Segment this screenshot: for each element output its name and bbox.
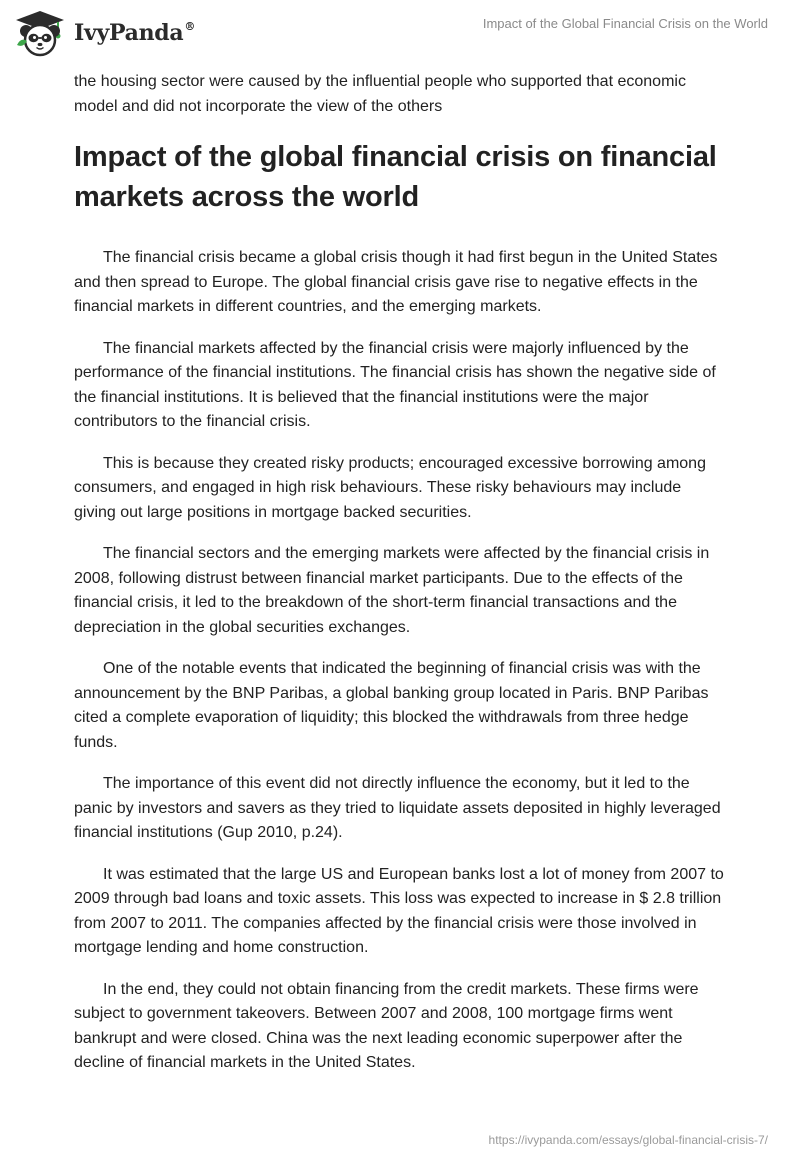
essay-content [74,70,726,1093]
brand-name: IvyPanda® [74,20,196,46]
paragraph: In the end, they could not obtain financing from the credit markets. These firms were subject to government takeovers. Between 2007 and 2008, 100 mortgage firms went bankrupt and were closed. China was the next leading economic superpower after the decline of financial markets in the United States. [74,980,699,1071]
paragraph: The financial sectors and the emerging markets were affected by the financial crisis in 2008, following distrust between financial market participants. Due to the effects of the financial crisis, it led to the breakdown of the short-term financial transactions and the depreciation in the global securities exchanges. [74,545,710,636]
paragraph: The financial markets affected by the financial crisis were majorly influenced by the performance of the financial institutions. The financial crisis has shown the negative side of the financial institutions. It is believed that the financial institutions were the major contributors to the financial crisis. [74,339,716,430]
lead-text: the housing sector were caused by the influential people who supported that economic model and did not incorporate the view of the others [74,73,686,115]
source-url[interactable]: https://ivypanda.com/essays/global-financial-crisis-7/ [488,1133,768,1147]
page-header [0,0,800,70]
panda-graduate-icon [14,9,66,57]
running-title: Impact of the Global Financial Crisis on the World [482,16,768,31]
section-heading: Impact of the global financial crisis on financial markets across the world [74,141,717,213]
paragraph: The importance of this event did not directly influence the economy, but it led to the panic by investors and savers as they tried to liquidate assets deposited in highly leveraged financial institutions (Gup 2010, p.24). [74,775,721,841]
paragraph: One of the notable events that indicated the beginning of financial crisis was with the announcement by the BNP Paribas, a global banking group located in Paris. BNP Paribas cited a complete evaporation of liquidity; this blocked the withdrawals from three hedge funds. [74,660,709,751]
brand-logo[interactable] [14,8,195,58]
paragraph: It was estimated that the large US and European banks lost a lot of money from 2007 to 2009 through bad loans and toxic assets. This loss was expected to increase in $ 2.8 trillion from 2007 to 2011. The companies affected by the financial crisis were those involved in mortgage lending and home construction. [74,865,724,956]
paragraph: This is because they created risky products; encouraged excessive borrowing among consumers, and engaged in high risk behaviours. These risky behaviours may include giving out large positions in mortgage backed securities. [74,454,706,521]
paragraph: The financial crisis became a global crisis though it had first begun in the United States and then spread to Europe. The global financial crisis gave rise to negative effects in the financial markets in different countries, and the emerging markets. [74,249,718,315]
